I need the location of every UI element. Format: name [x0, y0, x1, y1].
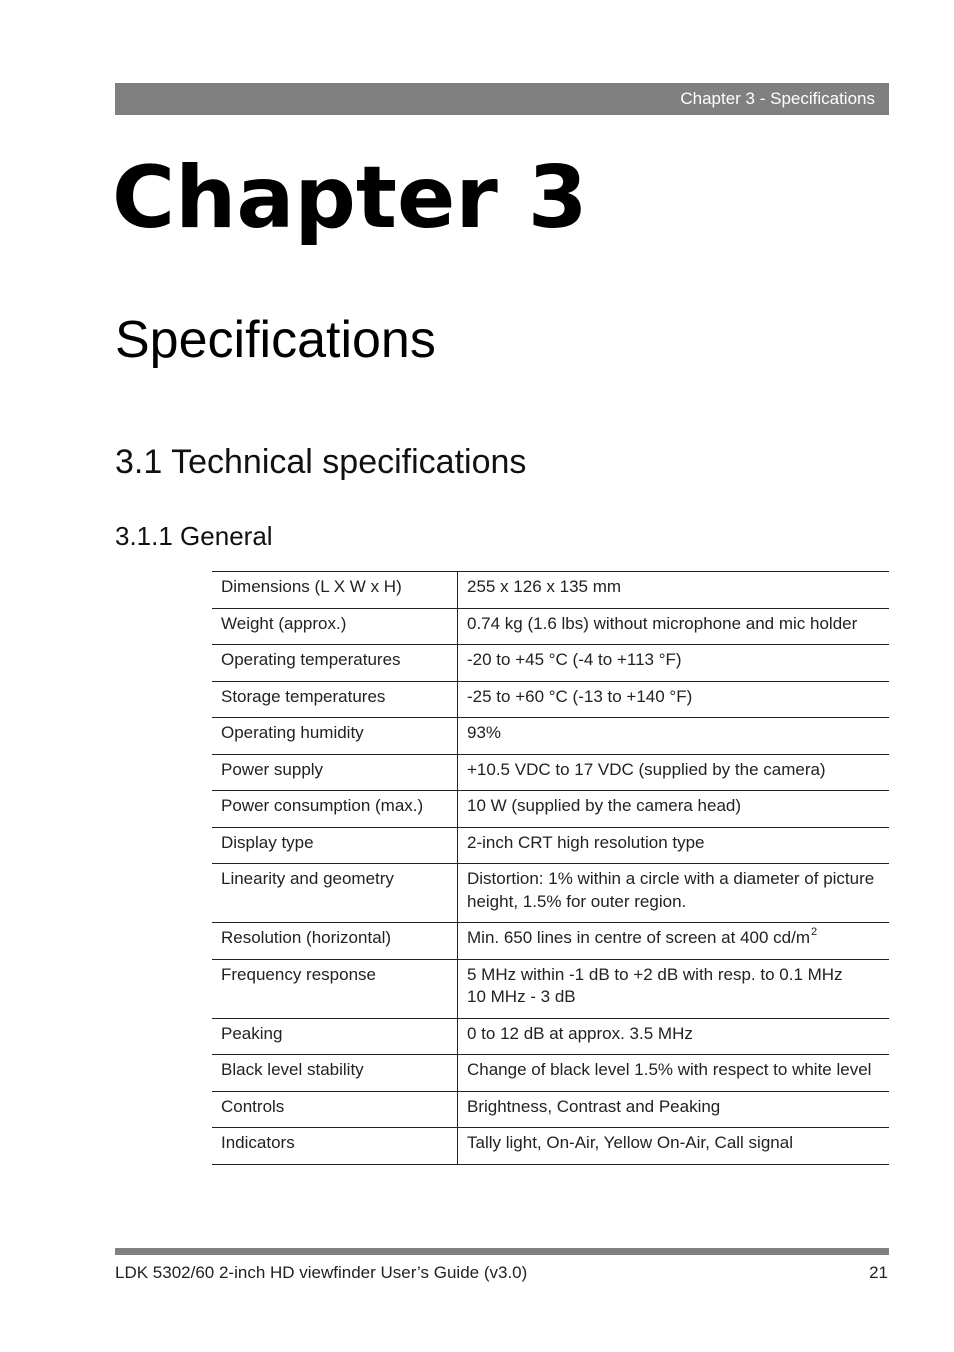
spec-table — [212, 571, 889, 1165]
subsection-heading: 3.1.1 General — [115, 521, 273, 551]
spec-label: Weight (approx.) — [212, 608, 458, 645]
spec-label: Linearity and geometry — [212, 864, 458, 923]
spec-value: Brightness, Contrast and Peaking — [458, 1091, 890, 1128]
table-row — [212, 959, 889, 1018]
spec-label: Peaking — [212, 1018, 458, 1055]
chapter-title: Specifications — [115, 311, 436, 369]
spec-label: Controls — [212, 1091, 458, 1128]
spec-value: 0.74 kg (1.6 lbs) without microphone and mic holder — [458, 608, 890, 645]
spec-value: Distortion: 1% within a circle with a diameter of picture height, 1.5% for outer region. — [458, 864, 890, 923]
spec-label: Power consumption (max.) — [212, 791, 458, 828]
spec-value: 93% — [458, 718, 890, 755]
spec-value: Change of black level 1.5% with respect to white level — [458, 1055, 890, 1092]
spec-value-line-2: 10 MHz - 3 dB — [467, 987, 576, 1006]
running-header-bar — [115, 83, 889, 115]
section-heading: 3.1 Technical specifications — [115, 443, 527, 481]
spec-value: Tally light, On-Air, Yellow On-Air, Call signal — [458, 1128, 890, 1165]
table-row — [212, 923, 889, 960]
spec-value-cell — [458, 923, 890, 960]
table-row — [212, 864, 889, 923]
table-row — [212, 572, 889, 609]
spec-label: Power supply — [212, 754, 458, 791]
footer-document-title: LDK 5302/60 2-inch HD viewfinder User’s Guide (v3.0) — [115, 1263, 528, 1282]
table-row — [212, 608, 889, 645]
spec-label: Dimensions (L X W x H) — [212, 572, 458, 609]
spec-value-cell — [458, 959, 890, 1018]
table-row — [212, 681, 889, 718]
spec-value: -25 to +60 °C (-13 to +140 °F) — [458, 681, 890, 718]
spec-value: Min. 650 lines in centre of screen at 400 cd/m — [467, 928, 811, 947]
spec-label: Operating temperatures — [212, 645, 458, 682]
spec-label: Black level stability — [212, 1055, 458, 1092]
table-row — [212, 1091, 889, 1128]
superscript: 2 — [811, 926, 818, 938]
table-row — [212, 1055, 889, 1092]
running-header-title: Chapter 3 - Specifications — [680, 89, 875, 108]
table-row — [212, 1128, 889, 1165]
spec-label: Operating humidity — [212, 718, 458, 755]
footer-bar — [115, 1248, 889, 1255]
spec-label: Indicators — [212, 1128, 458, 1165]
page-number: 21 — [869, 1263, 888, 1282]
table-row — [212, 791, 889, 828]
table-row — [212, 754, 889, 791]
table-row — [212, 718, 889, 755]
spec-value: 255 x 126 x 135 mm — [458, 572, 890, 609]
spec-value: 5 MHz within -1 dB to +2 dB with resp. to 0.1 MHz — [467, 964, 843, 984]
spec-value: -20 to +45 °C (-4 to +113 °F) — [458, 645, 890, 682]
chapter-label: Chapter 3 — [112, 148, 588, 248]
spec-label: Resolution (horizontal) — [212, 923, 458, 960]
table-row — [212, 1018, 889, 1055]
spec-label: Display type — [212, 827, 458, 864]
table-row — [212, 645, 889, 682]
spec-value: +10.5 VDC to 17 VDC (supplied by the camera) — [458, 754, 890, 791]
spec-value: 2-inch CRT high resolution type — [458, 827, 890, 864]
table-row — [212, 827, 889, 864]
spec-value: 0 to 12 dB at approx. 3.5 MHz — [458, 1018, 890, 1055]
spec-label: Frequency response — [212, 959, 458, 1018]
spec-value: 10 W (supplied by the camera head) — [458, 791, 890, 828]
spec-label: Storage temperatures — [212, 681, 458, 718]
